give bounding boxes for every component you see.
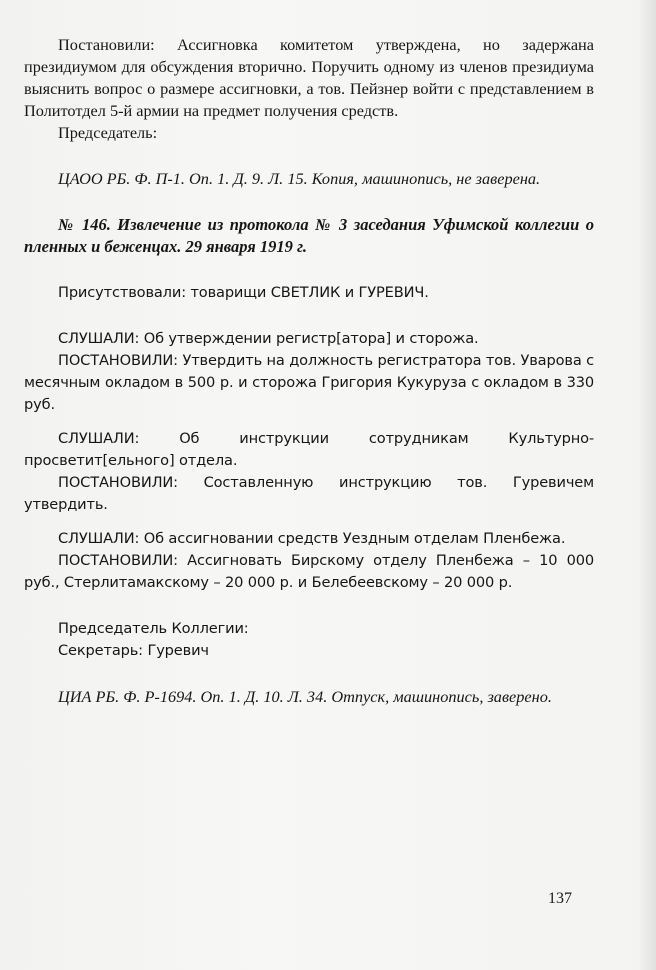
secretary-signature: Секретарь: Гуревич — [58, 642, 209, 659]
heard-item-1: СЛУШАЛИ: Об утверждении регистр[атора] и сторожа. — [58, 330, 479, 347]
heard-item-3: СЛУШАЛИ: Об ассигновании средств Уездным отделам Пленбежа. — [58, 530, 566, 547]
document-146-title: № 146. Извлечение из протокола № 3 заседания Уфимской коллегии о пленных и беженцах. 29 января 1919 г. — [24, 215, 594, 256]
archive-reference-1: ЦАОО РБ. Ф. П-1. Оп. 1. Д. 9. Л. 15. Копия, машинопись, не заверена. — [58, 169, 541, 188]
page-edge-shadow — [638, 0, 656, 970]
decision-paragraph: Постановили: Ассигновка комитетом утверждена, но задержана президиумом для обсуждения вторично. Поручить одному из членов президиума выяснить вопрос о размере ассигновки, а тов. Пейзнер войти с представлением в Политотдел 5-й армии на предмет получения средств. — [24, 35, 594, 120]
resolved-item-1: ПОСТАНОВИЛИ: Утвердить на должность регистратора тов. Уварова с месячным окладом в 500 р. и сторожа Григория Кукуруза с окладом в 330 руб. — [24, 352, 594, 413]
chairman-signature: Председатель: — [58, 123, 158, 142]
heard-item-2: СЛУШАЛИ: Об инструкции сотрудникам Культурно-просветит[ельного] отдела. — [24, 430, 594, 469]
present-members: Присутствовали: товарищи СВЕТЛИК и ГУРЕВИЧ. — [58, 284, 429, 301]
archive-reference-2: ЦИА РБ. Ф. Р-1694. Оп. 1. Д. 10. Л. 34. Отпуск, машинопись, заверено. — [58, 687, 552, 706]
collegium-chairman-signature: Председатель Коллегии: — [58, 620, 249, 637]
resolved-item-3: ПОСТАНОВИЛИ: Ассигновать Бирскому отделу Пленбежа – 10 000 руб., Стерлитамакскому – 20 000 р. и Белебеевскому – 20 000 р. — [24, 552, 594, 591]
document-text — [24, 34, 594, 708]
page-number: 137 — [548, 890, 572, 907]
resolved-item-2: ПОСТАНОВИЛИ: Составленную инструкцию тов. Гуревичем утвердить. — [24, 474, 594, 513]
